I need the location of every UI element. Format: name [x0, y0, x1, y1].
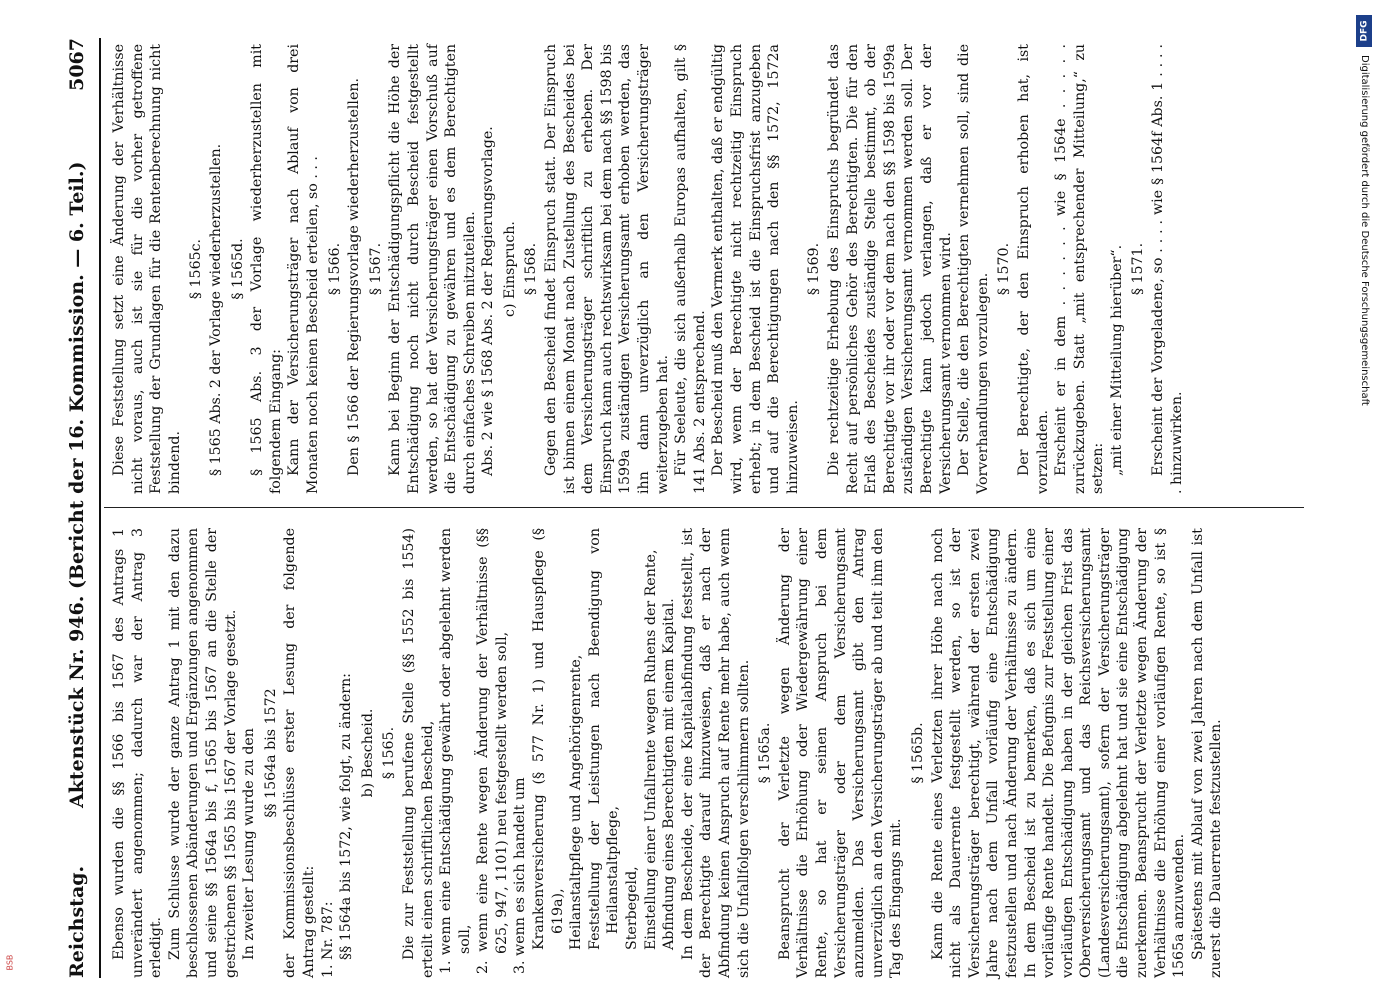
- section-heading: c) Einspruch.: [501, 221, 518, 317]
- paragraph: In zweiter Lesung wurde zu den: [241, 728, 258, 960]
- paragraph: Für Seeleute, die sich außerhalb Europas aufhalten, gilt § 141 Abs. 2 entsprechend.: [673, 44, 708, 494]
- paragraph: Ebenso wurden die §§ 1566 bis 1567 des Antrags 1 unverändert angenommen; dadurch war der Antrag 3 erledigt.: [111, 528, 165, 978]
- paragraph: Die zur Feststellung berufene Stelle (§§ 1552 bis 1554) erteilt einen schriftlichen Bescheid,: [400, 528, 436, 978]
- header-rule: [99, 38, 101, 978]
- paragraph: Sterbegeld,: [624, 866, 641, 950]
- paragraph: Krankenversicherung (§ 577 Nr. 1) und Hauspflege (§ 619a),: [531, 528, 566, 950]
- digitization-credit: [1350, 5, 1384, 1000]
- dfg-logo: DFG: [1356, 15, 1372, 47]
- paragraph: Der Stelle, die den Berechtigten vernehmen soll, sind die Vorverhandlungen vorzulegen.: [956, 44, 991, 494]
- section-heading: § 1565c.: [188, 238, 205, 300]
- section-heading: § 1565d.: [229, 238, 246, 300]
- section-heading: §§ 1564a bis 1572: [262, 688, 279, 818]
- paragraph: 2. wenn eine Rente wegen Änderung der Verhältnisse (§§ 625, 947, 1101) neu festgestellt werden soll,: [475, 528, 510, 974]
- paragraph: Abs. 2 wie § 1568 Abs. 2 der Regierungsvorlage.: [480, 126, 497, 476]
- paragraph: „mit einer Mitteilung hierüber“.: [1108, 244, 1125, 476]
- paragraph: Gegen den Bescheid findet Einspruch statt. Der Einspruch ist binnen einem Monat nach Zustellung des Bescheides bei dem Versicherungsträger schriftlich zu erheben. Der Einspruch kann auch rechtswirksam bei dem nach §§ 1598 bis 1599a zuständigen Versicherungsamt erhoben werden, das ihn dann unverzüglich an den Versicherungsträger weiterzugeben hat.: [543, 44, 671, 494]
- paragraph: Kann bei Beginn der Entschädigungspflicht die Höhe der Entschädigung noch nicht durch Bescheid festgestellt werden, so hat der Versicherungsträger einen Vorschuß auf die Entschädigung zu gewähren und es dem Berechtigten durch einfaches Schreiben mitzuteilen.: [387, 44, 478, 494]
- section-heading: § 1565b.: [909, 722, 926, 784]
- header-title: Aktenstück Nr. 946. (Bericht der 16. Kommission. — 6. Teil.): [66, 161, 88, 808]
- paragraph: §§ 1564a bis 1572, wie folgt, zu ändern:: [338, 673, 355, 960]
- section-heading: b) Bescheid.: [359, 708, 376, 798]
- paragraph: Heilanstaltpflege und Angehörigenrente,: [568, 654, 585, 950]
- section-heading: § 1565a.: [757, 722, 774, 784]
- paragraph: 1. wenn eine Entschädigung gewährt oder abgelehnt werden soll,: [438, 528, 473, 974]
- paragraph: Kann der Versicherungsträger nach Ablauf von drei Monaten noch keinen Bescheid erteilen, so . . .: [286, 44, 321, 494]
- paragraph: Kann die Rente eines Verletzten ihrer Höhe nach noch nicht als Dauerrente festgestellt werden, so ist der Versicherungsträger berechtigt, während der ersten zwei Jahre nach dem Unfall vorläufig eine Entschädigung festzustellen und nach Änderung der Verhältnisse zu ändern. In dem Bescheid ist zu bemerken, daß es sich um eine vorläufige Rente handelt. Die Befugnis zur Feststellung einer vorläufigen Entschädigung haben in der gleichen Frist das Oberversicherungsamt und das Reichsversicherungsamt (Landesversicherungsamt), sofern der Versicherungsträger die Entschädigung abgelehnt hat und sie eine Entschädigung zuerkennen. Beansprucht der Verletzte wegen Änderung der Verhältnisse die Erhöhung einer vorläufigen Rente, so ist § 1565a anzuwenden.: [929, 528, 1188, 978]
- paragraph: In dem Bescheide, der eine Kapitalabfindung feststellt, ist der Berechtigte darauf hinzuweisen, daß er nach der Abfindung keinen Anspruch auf Rente mehr habe, auch wenn sich die Unfallfolgen verschlimmern sollten.: [679, 528, 752, 978]
- library-stamp: BSB: [5, 954, 15, 971]
- paragraph: Der Berechtigte, der den Einspruch erhoben hat, ist vorzuladen.: [1015, 44, 1051, 494]
- section-heading: § 1569.: [806, 242, 823, 296]
- paragraph: Die rechtzeitige Erhebung des Einspruchs begründet das Recht auf persönliches Gehör des Berechtigten. Die für den Erlaß des Bescheides zuständige Stelle bestimmt, ob der Berechtigte vor ihr oder vor dem nach den §§ 1598 bis 1599a zuständigen Versicherungsamt vernommen werden soll. Der Berechtigte kann jedoch verlangen, daß er vor der Versicherungsamt vernommen wird.: [825, 44, 954, 494]
- paragraph: 3. wenn es sich handelt um: [512, 777, 529, 974]
- paragraph: Den § 1566 der Regierungsvorlage wiederherzustellen.: [346, 77, 363, 476]
- section-heading: § 1566.: [326, 242, 343, 296]
- section-heading: § 1571.: [1130, 242, 1147, 296]
- header-left: Reichstag.: [66, 865, 88, 978]
- paragraph: der Kommissionsbeschlüsse erster Lesung der folgende Antrag gestellt:: [282, 528, 317, 978]
- paragraph: Der Bescheid muß den Vermerk enthalten, daß er endgültig wird, wenn der Berechtigte nicht rechtzeitig Einspruch erhebt; in dem Bescheid ist die Einspruchsfrist anzugeben und auf die Berechtigungen nach den §§ 1572, 1572a hinzuweisen.: [710, 44, 801, 494]
- page-header: [60, 38, 96, 978]
- paragraph: Erscheint der Vorgeladene, so . . . . wie § 1564f Abs. 1 . . . . . hinzuwirken.: [1150, 44, 1185, 494]
- right-column: [110, 44, 1186, 494]
- paragraph: Zum Schlusse wurde der ganze Antrag 1 mit den dazu beschlossenen Abänderungen und Ergänzungen angenommen und seine §§ 1564a bis f, 1565 bis 1567 an die Stelle der gestrichenen §§ 1565 bis 1567 der Vorlage gesetzt.: [166, 528, 239, 978]
- section-heading: § 1568.: [523, 242, 540, 296]
- column-divider: [104, 507, 1304, 508]
- paragraph: Spätestens mit Ablauf von zwei Jahren nach dem Unfall ist zuerst die Dauerrente festzustellen.: [1189, 528, 1225, 978]
- section-heading: § 1567.: [367, 242, 384, 296]
- credit-text: Digitalisierung gefördert durch die Deutsche Forschungsgemeinschaft: [1359, 55, 1370, 406]
- paragraph: Einstellung einer Unfallrente wegen Ruhens der Rente,: [642, 549, 659, 950]
- paragraph: Beansprucht der Verletzte wegen Änderung der Verhältnisse die Erhöhung oder Wiedergewährung einer Rente, so hat er seinen Anspruch bei dem Versicherungsträger oder dem Versicherungsamt anzumelden. Das Versicherungsamt gibt den Antrag unverzüglich an den Versicherungsträger ab und teilt ihm den Tag des Eingangs mit.: [776, 528, 905, 978]
- paragraph: § 1565 Abs. 3 der Vorlage wiederherzustellen mit folgendem Eingang:: [249, 44, 284, 494]
- section-heading: § 1570.: [996, 242, 1013, 296]
- paragraph: Erscheint er in dem . . . . . . wie § 1564e . . . . . zurückzugeben. Statt „mit entsprechender Mitteilung,“ zu setzen:: [1053, 44, 1107, 494]
- paragraph: 1. Nr. 787:: [319, 901, 336, 978]
- page-number: 5067: [66, 38, 88, 91]
- paragraph: § 1565 Abs. 2 der Vorlage wiederherzustellen.: [207, 143, 224, 476]
- section-heading: § 1565.: [381, 726, 398, 780]
- left-column: [110, 528, 1226, 978]
- paragraph: Feststellung der Leistungen nach Beendigung von Heilanstaltpflege,: [586, 528, 622, 950]
- paragraph: Abfindung eines Berechtigten mit einem Kapital.: [661, 598, 678, 950]
- paragraph: Diese Feststellung setzt eine Änderung der Verhältnisse nicht voraus, auch ist sie für die vorher getroffene Feststellung der Grundlagen für die Rentenberechnung nicht bindend.: [111, 44, 183, 494]
